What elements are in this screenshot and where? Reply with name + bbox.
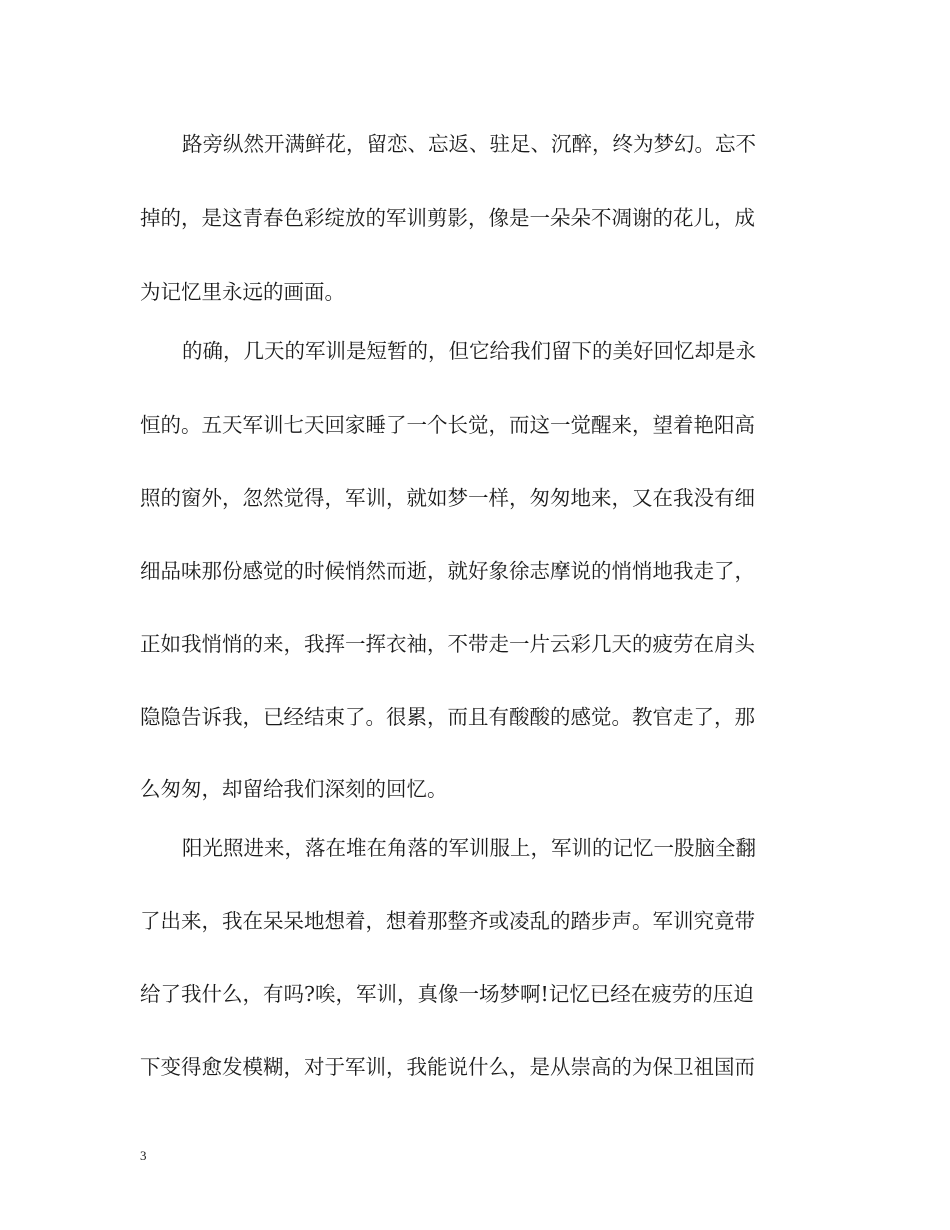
- paragraph-1-line-3: 为记忆里永远的画面。: [140, 280, 345, 304]
- paragraph-2-line-1: 的确，几天的军训是短暂的，但它给我们留下的美好回忆却是永: [182, 339, 756, 363]
- paragraph-3-line-4: 下变得愈发模糊，对于军训，我能说什么，是从崇高的为保卫祖国而: [140, 1055, 755, 1079]
- page-number: 3: [140, 1148, 147, 1163]
- paragraph-2-line-4: 细品味那份感觉的时候悄然而逝，就好象徐志摩说的悄悄地我走了，: [140, 559, 755, 583]
- paragraph-3-line-3: 给了我什么，有吗?唉，军训，真像一场梦啊!记忆已经在疲劳的压迫: [140, 982, 754, 1006]
- paragraph-2-line-7: 么匆匆，却留给我们深刻的回忆。: [140, 777, 448, 801]
- paragraph-1-line-1: 路旁纵然开满鲜花，留恋、忘返、驻足、沉醉，终为梦幻。忘不: [182, 132, 756, 156]
- paragraph-2-line-6: 隐隐告诉我，已经结束了。很累，而且有酸酸的感觉。教官走了，那: [140, 705, 755, 729]
- paragraph-2-line-3: 照的窗外，忽然觉得，军训，就如梦一样，匆匆地来，又在我没有细: [140, 486, 755, 510]
- paragraph-3-line-1: 阳光照进来，落在堆在角落的军训服上，军训的记忆一股脑全翻: [182, 836, 756, 860]
- paragraph-3-line-2: 了出来，我在呆呆地想着，想着那整齐或凌乱的踏步声。军训究竟带: [140, 909, 755, 933]
- paragraph-1-line-2: 掉的，是这青春色彩绽放的军训剪影，像是一朵朵不凋谢的花儿，成: [140, 206, 755, 230]
- paragraph-2-line-2: 恒的。五天军训七天回家睡了一个长觉，而这一觉醒来，望着艳阳高: [140, 413, 755, 437]
- paragraph-2-line-5: 正如我悄悄的来，我挥一挥衣袖，不带走一片云彩几天的疲劳在肩头: [140, 632, 755, 656]
